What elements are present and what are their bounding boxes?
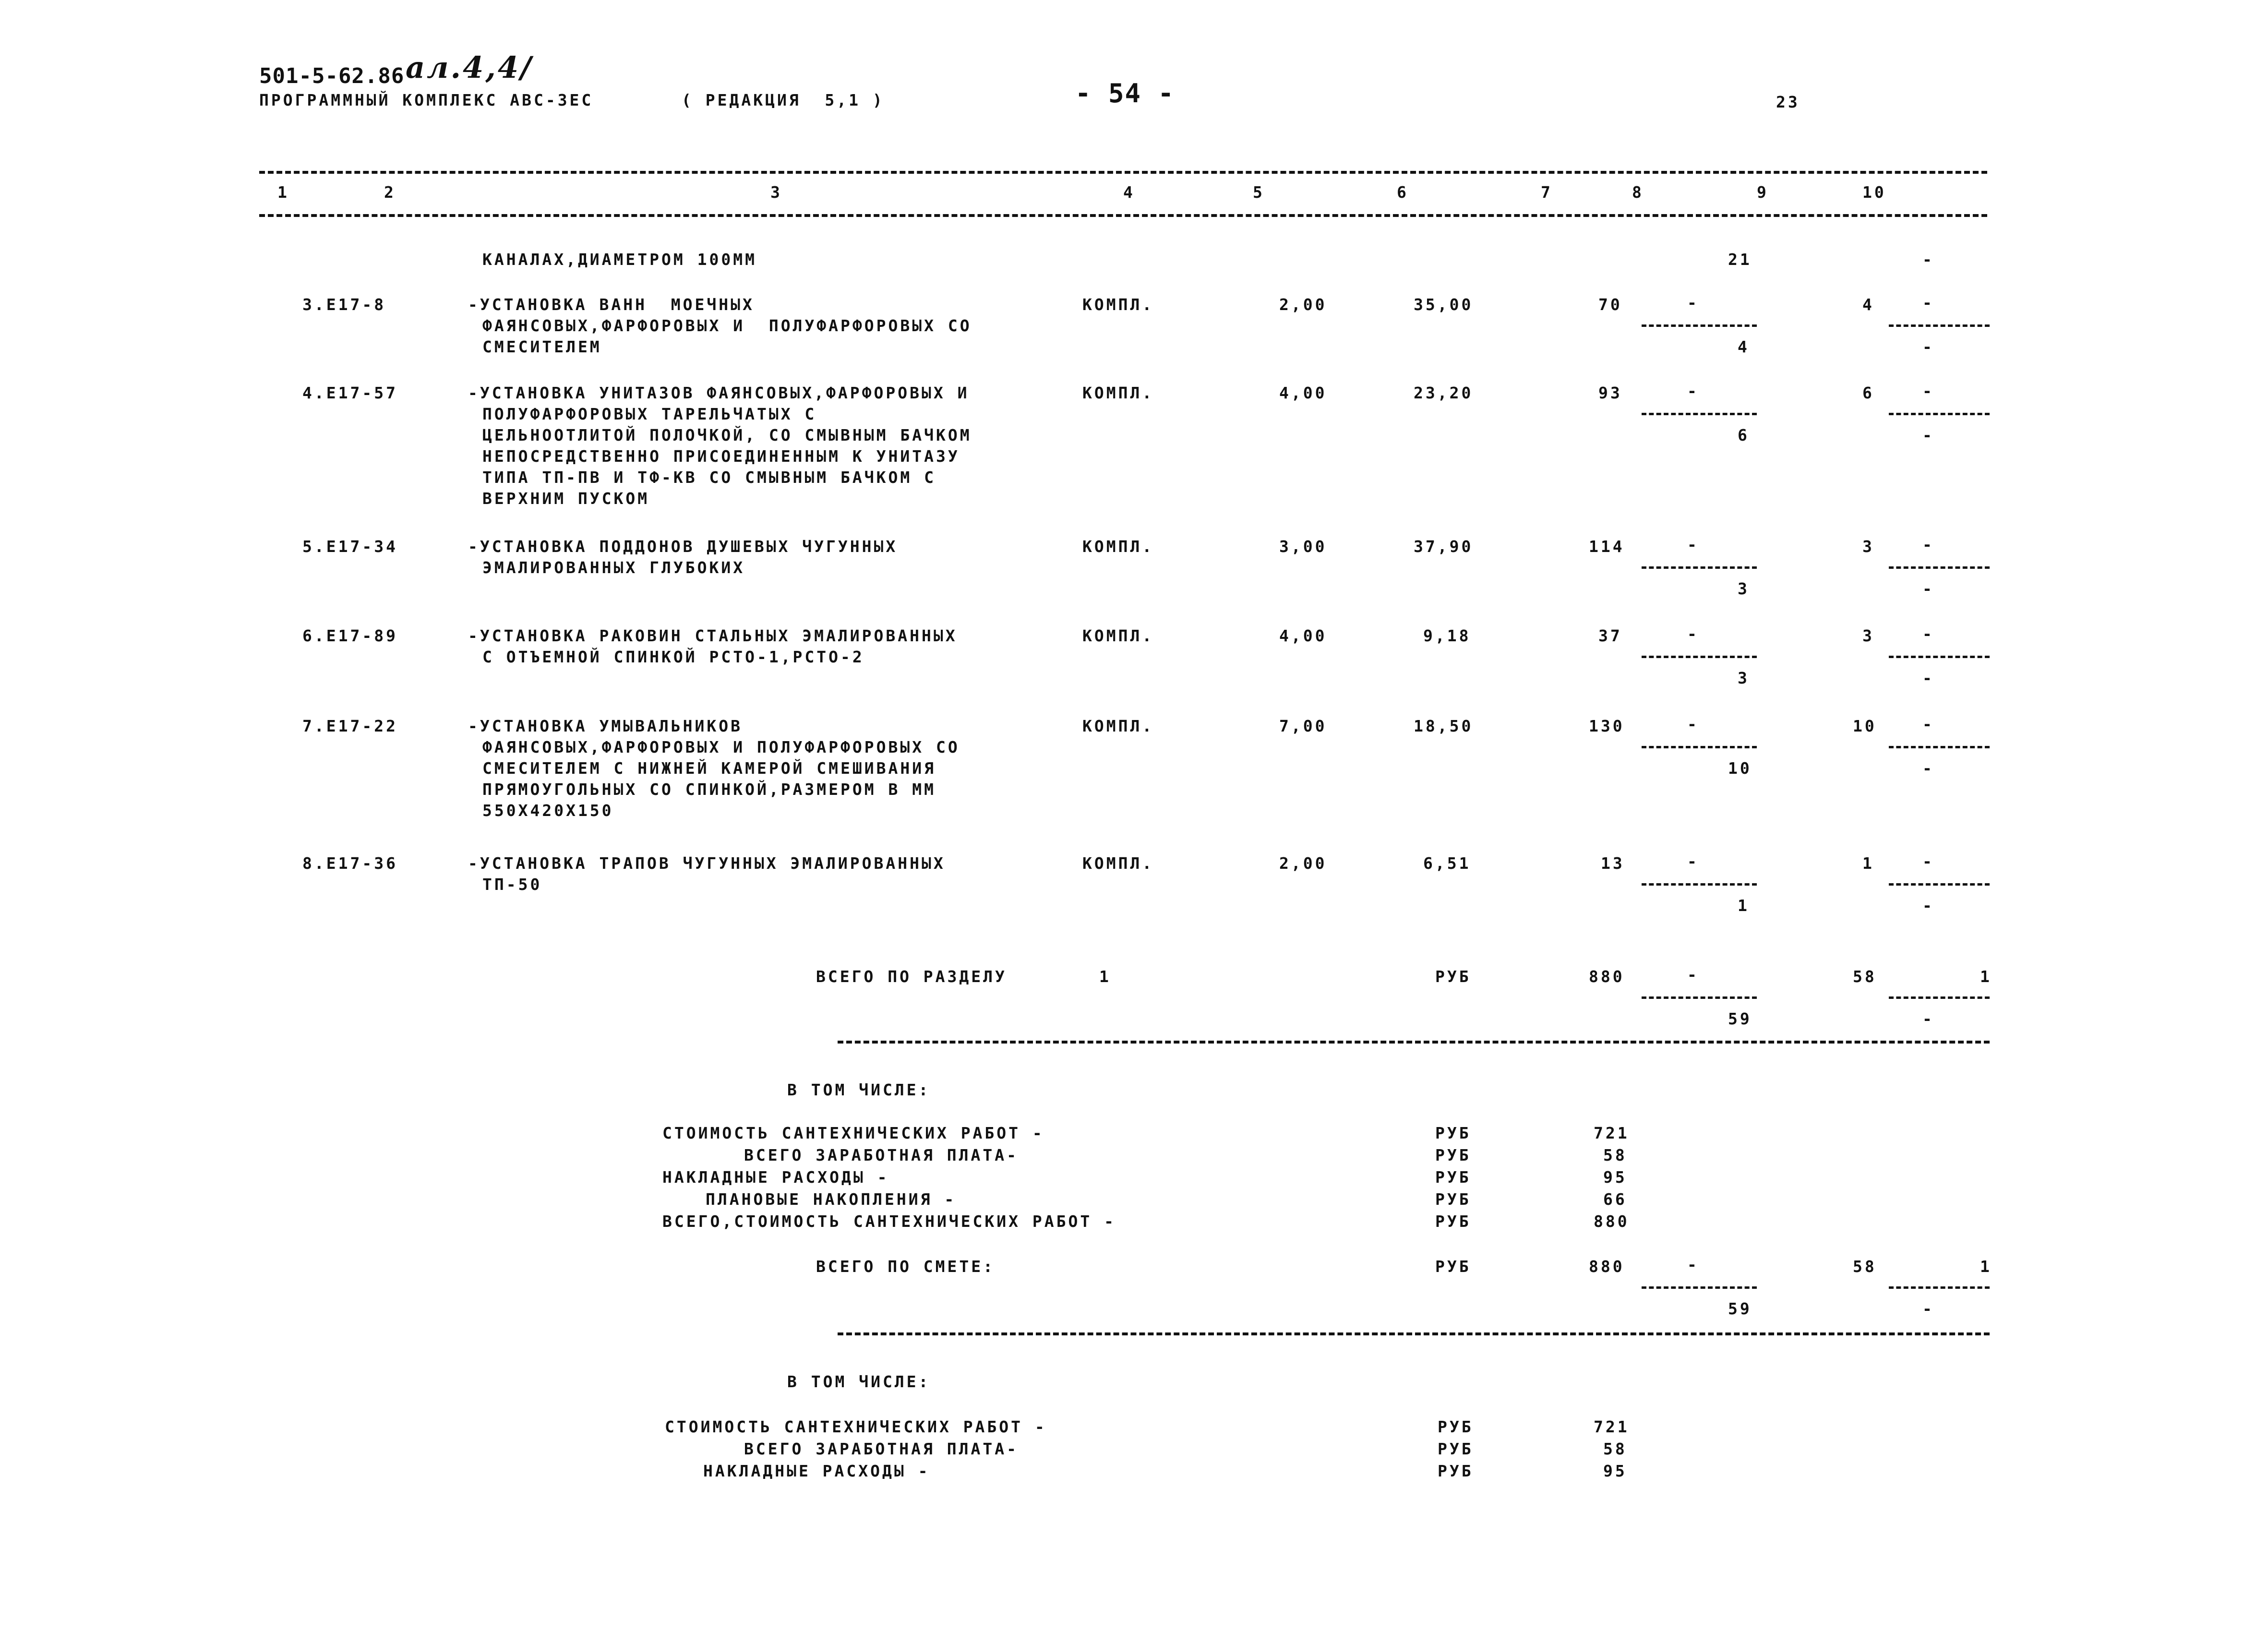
estimate-total-unit: РУБ — [1435, 1257, 1471, 1276]
breakdown-label: СТОИМОСТЬ САНТЕХНИЧЕСКИХ РАБОТ - — [665, 1417, 1047, 1436]
row-col10-bottom: - — [1922, 579, 1934, 598]
row-code: 3.Е17-8 — [302, 295, 386, 314]
row-col10-bottom: - — [1922, 426, 1934, 444]
estimate-total-col9: 58 — [1853, 1257, 1877, 1276]
row-desc-line: -УСТАНОВКА ТРАПОВ ЧУГУННЫХ ЭМАЛИРОВАННЫХ — [468, 854, 946, 873]
fraction-rule — [1642, 566, 1757, 569]
breakdown-value: 880 — [1594, 1212, 1630, 1231]
fraction-rule — [1889, 1286, 1990, 1289]
row-unit: КОМПЛ. — [1082, 626, 1154, 645]
row-desc-line: -УСТАНОВКА УМЫВАЛЬНИКОВ — [468, 717, 743, 735]
row-col8: - — [1687, 535, 1699, 554]
section-total-col4: 1 — [1099, 967, 1111, 986]
breakdown-heading: В ТОМ ЧИСЛЕ: — [787, 1372, 931, 1391]
row-unit: КОМПЛ. — [1082, 854, 1154, 873]
breakdown-label: ВСЕГО ЗАРАБОТНАЯ ПЛАТА- — [744, 1146, 1019, 1164]
program-name: ПРОГРАММНЫЙ КОМПЛЕКС АВС-ЗЕС — [259, 91, 594, 109]
breakdown-unit: РУБ — [1435, 1124, 1471, 1142]
header-bottom-rule — [259, 214, 1987, 217]
sheet-number: 23 — [1776, 93, 1800, 111]
breakdown-label: СТОИМОСТЬ САНТЕХНИЧЕСКИХ РАБОТ - — [662, 1124, 1044, 1142]
row-code: 4.Е17-57 — [302, 384, 398, 402]
row-col8: - — [1687, 624, 1699, 643]
row-price: 35,00 — [1414, 295, 1474, 314]
table-top-rule — [259, 171, 1987, 174]
fraction-rule — [1889, 324, 1990, 327]
col-9-header: 9 — [1757, 183, 1769, 202]
row-desc-line: СМЕСИТЕЛЕМ С НИЖНЕЙ КАМЕРОЙ СМЕШИВАНИЯ — [482, 759, 936, 778]
row-desc-line: -УСТАНОВКА УНИТАЗОВ ФАЯНСОВЫХ,ФАРФОРОВЫХ И — [468, 384, 970, 402]
row-qty: 2,00 — [1279, 854, 1327, 873]
row-price: 37,90 — [1414, 537, 1474, 556]
breakdown-value: 721 — [1594, 1417, 1630, 1436]
breakdown-heading: В ТОМ ЧИСЛЕ: — [787, 1080, 931, 1099]
row-qty: 4,00 — [1279, 626, 1327, 645]
row-code: 8.Е17-36 — [302, 854, 398, 873]
col-7-header: 7 — [1541, 183, 1553, 202]
row-desc-line: ВЕРХНИМ ПУСКОМ — [482, 489, 650, 508]
col-6-header: 6 — [1397, 183, 1409, 202]
row-col9: 4 — [1862, 295, 1874, 314]
row-desc-line: ЭМАЛИРОВАННЫХ ГЛУБОКИХ — [482, 558, 745, 577]
row-col10: - — [1922, 624, 1934, 643]
col-10-header: 10 — [1862, 183, 1886, 202]
col-4-header: 4 — [1123, 183, 1135, 202]
estimate-total-col8-bottom: 59 — [1728, 1299, 1752, 1318]
fraction-rule — [1642, 413, 1757, 415]
col-3-header: 3 — [770, 183, 782, 202]
row-code: 6.Е17-89 — [302, 626, 398, 645]
section-total-col8-bottom: 59 — [1728, 1009, 1752, 1028]
row-desc-line: ТИПА ТП-ПВ И ТФ-КВ СО СМЫВНЫМ БАЧКОМ С — [482, 468, 936, 487]
estimate-total-col8: - — [1687, 1255, 1699, 1274]
row-unit: КОМПЛ. — [1082, 717, 1154, 735]
section-total-rule — [838, 1041, 1990, 1044]
breakdown-unit: РУБ — [1435, 1212, 1471, 1231]
section-total-col9: 58 — [1853, 967, 1877, 986]
row-qty: 2,00 — [1279, 295, 1327, 314]
breakdown-unit: РУБ — [1435, 1168, 1471, 1187]
row-price: 9,18 — [1423, 626, 1471, 645]
estimate-total-rule — [838, 1332, 1990, 1335]
breakdown-value: 66 — [1603, 1190, 1627, 1209]
row-desc-line: СМЕСИТЕЛЕМ — [482, 337, 602, 356]
edition: ( РЕДАКЦИЯ 5,1 ) — [682, 91, 885, 109]
section-total-col10-bottom: - — [1922, 1009, 1934, 1028]
fraction-rule — [1889, 996, 1990, 999]
row-desc-line: ТП-50 — [482, 875, 542, 894]
row-desc-line: ФАЯНСОВЫХ,ФАРФОРОВЫХ И ПОЛУФАРФОРОВЫХ СО — [482, 738, 960, 756]
row-col9: 10 — [1853, 717, 1877, 735]
row-total: 130 — [1589, 717, 1625, 735]
breakdown-value: 95 — [1603, 1168, 1627, 1187]
row-col10-bottom: - — [1922, 896, 1934, 915]
row-total: 93 — [1598, 384, 1622, 402]
fraction-rule — [1642, 1286, 1757, 1289]
row-col8: - — [1687, 715, 1699, 733]
breakdown-label: НАКЛАДНЫЕ РАСХОДЫ - — [703, 1462, 930, 1480]
row-unit: КОМПЛ. — [1082, 384, 1154, 402]
row-col8-bottom: 3 — [1738, 579, 1750, 598]
breakdown-label: НАКЛАДНЫЕ РАСХОДЫ - — [662, 1168, 889, 1187]
row-col8: - — [1687, 852, 1699, 871]
section-total-unit: РУБ — [1435, 967, 1471, 986]
col-2-header: 2 — [384, 183, 396, 202]
row-price: 23,20 — [1414, 384, 1474, 402]
row-total: 13 — [1601, 854, 1625, 873]
row-col8-bottom: 10 — [1728, 759, 1752, 778]
row-col8-bottom: 1 — [1738, 896, 1750, 915]
row-code: 7.Е17-22 — [302, 717, 398, 735]
page-number: - 54 - — [1075, 78, 1175, 108]
fraction-rule — [1642, 324, 1757, 327]
row-code: 5.Е17-34 — [302, 537, 398, 556]
row-col8: - — [1687, 293, 1699, 312]
breakdown-unit: РУБ — [1435, 1146, 1471, 1164]
fraction-rule — [1642, 996, 1757, 999]
fraction-rule — [1889, 883, 1990, 886]
row-col10: - — [1922, 535, 1934, 554]
row-col9: 3 — [1862, 626, 1874, 645]
col-1-header: 1 — [277, 183, 289, 202]
row-qty: 3,00 — [1279, 537, 1327, 556]
row-price: 6,51 — [1423, 854, 1471, 873]
fraction-rule — [1889, 566, 1990, 569]
fraction-rule — [1642, 656, 1757, 658]
breakdown-unit: РУБ — [1438, 1440, 1474, 1458]
row-unit: КОМПЛ. — [1082, 295, 1154, 314]
row-col10-bottom: - — [1922, 337, 1934, 356]
estimate-total-col10-bottom: - — [1922, 1299, 1934, 1318]
breakdown-label: ВСЕГО ЗАРАБОТНАЯ ПЛАТА- — [744, 1440, 1019, 1458]
estimate-total-label: ВСЕГО ПО СМЕТЕ: — [816, 1257, 996, 1276]
breakdown-value: 721 — [1594, 1124, 1630, 1142]
section-total-col10: 1 — [1980, 967, 1992, 986]
section-total-sum: 880 — [1589, 967, 1625, 986]
row-total: 114 — [1589, 537, 1625, 556]
row-total: 37 — [1598, 626, 1622, 645]
breakdown-value: 95 — [1603, 1462, 1627, 1480]
row-col8-bottom: 3 — [1738, 669, 1750, 687]
breakdown-unit: РУБ — [1438, 1462, 1474, 1480]
breakdown-unit: РУБ — [1438, 1417, 1474, 1436]
row-col8: - — [1687, 382, 1699, 400]
estimate-total-col10: 1 — [1980, 1257, 1992, 1276]
row-col10-bottom: - — [1922, 669, 1934, 687]
row-col10: - — [1922, 293, 1934, 312]
fraction-rule — [1889, 656, 1990, 658]
breakdown-label: ВСЕГО,СТОИМОСТЬ САНТЕХНИЧЕСКИХ РАБОТ - — [662, 1212, 1116, 1231]
handwritten-note: ал.4,4/ — [406, 50, 533, 85]
row-desc-line: КАНАЛАХ,ДИАМЕТРОМ 100ММ — [482, 250, 757, 269]
row-col10-bottom: - — [1922, 759, 1934, 778]
row-desc-line: ПОЛУФАРФОРОВЫХ ТАРЕЛЬЧАТЫХ С — [482, 405, 817, 423]
fraction-rule — [1889, 746, 1990, 748]
section-total-label: ВСЕГО ПО РАЗДЕЛУ — [816, 967, 1007, 986]
row-unit: КОМПЛ. — [1082, 537, 1154, 556]
row-desc-line: С ОТЪЕМНОЙ СПИНКОЙ РСТО-1,РСТО-2 — [482, 648, 864, 666]
row-col9: 3 — [1862, 537, 1874, 556]
fraction-rule — [1642, 883, 1757, 886]
breakdown-value: 58 — [1603, 1440, 1627, 1458]
fraction-rule — [1642, 746, 1757, 748]
row-col9: 1 — [1862, 854, 1874, 873]
row-desc-line: -УСТАНОВКА РАКОВИН СТАЛЬНЫХ ЭМАЛИРОВАННЫХ — [468, 626, 958, 645]
row-desc-line: -УСТАНОВКА ПОДДОНОВ ДУШЕВЫХ ЧУГУННЫХ — [468, 537, 898, 556]
row-desc-line: ЦЕЛЬНООТЛИТОЙ ПОЛОЧКОЙ, СО СМЫВНЫМ БАЧКОМ — [482, 426, 972, 444]
row-desc-line: -УСТАНОВКА ВАНН МОЕЧНЫХ — [468, 295, 755, 314]
row-desc-line: 550Х420Х150 — [482, 801, 614, 820]
row-col8-bottom: 6 — [1738, 426, 1750, 444]
row-col10-top: - — [1922, 250, 1934, 269]
row-col9: 6 — [1862, 384, 1874, 402]
breakdown-unit: РУБ — [1435, 1190, 1471, 1209]
row-col10: - — [1922, 382, 1934, 400]
col-8-header: 8 — [1632, 183, 1644, 202]
estimate-total-sum: 880 — [1589, 1257, 1625, 1276]
fraction-rule — [1889, 413, 1990, 415]
row-col8-bottom: 4 — [1738, 337, 1750, 356]
doc-code: 501-5-62.86 — [259, 64, 405, 88]
row-desc-line: НЕПОСРЕДСТВЕННО ПРИСОЕДИНЕННЫМ К УНИТАЗУ — [482, 447, 960, 466]
breakdown-label: ПЛАНОВЫЕ НАКОПЛЕНИЯ - — [706, 1190, 957, 1209]
row-col10: - — [1922, 852, 1934, 871]
row-total: 70 — [1598, 295, 1622, 314]
section-total-col8: - — [1687, 965, 1699, 984]
row-desc-line: ПРЯМОУГОЛЬНЫХ СО СПИНКОЙ,РАЗМЕРОМ В ММ — [482, 780, 936, 799]
row-desc-line: ФАЯНСОВЫХ,ФАРФОРОВЫХ И ПОЛУФАРФОРОВЫХ СО — [482, 316, 972, 335]
col-5-header: 5 — [1253, 183, 1265, 202]
row-qty: 7,00 — [1279, 717, 1327, 735]
row-col10: - — [1922, 715, 1934, 733]
row-col8-top: 21 — [1728, 250, 1752, 269]
row-price: 18,50 — [1414, 717, 1474, 735]
row-qty: 4,00 — [1279, 384, 1327, 402]
breakdown-value: 58 — [1603, 1146, 1627, 1164]
